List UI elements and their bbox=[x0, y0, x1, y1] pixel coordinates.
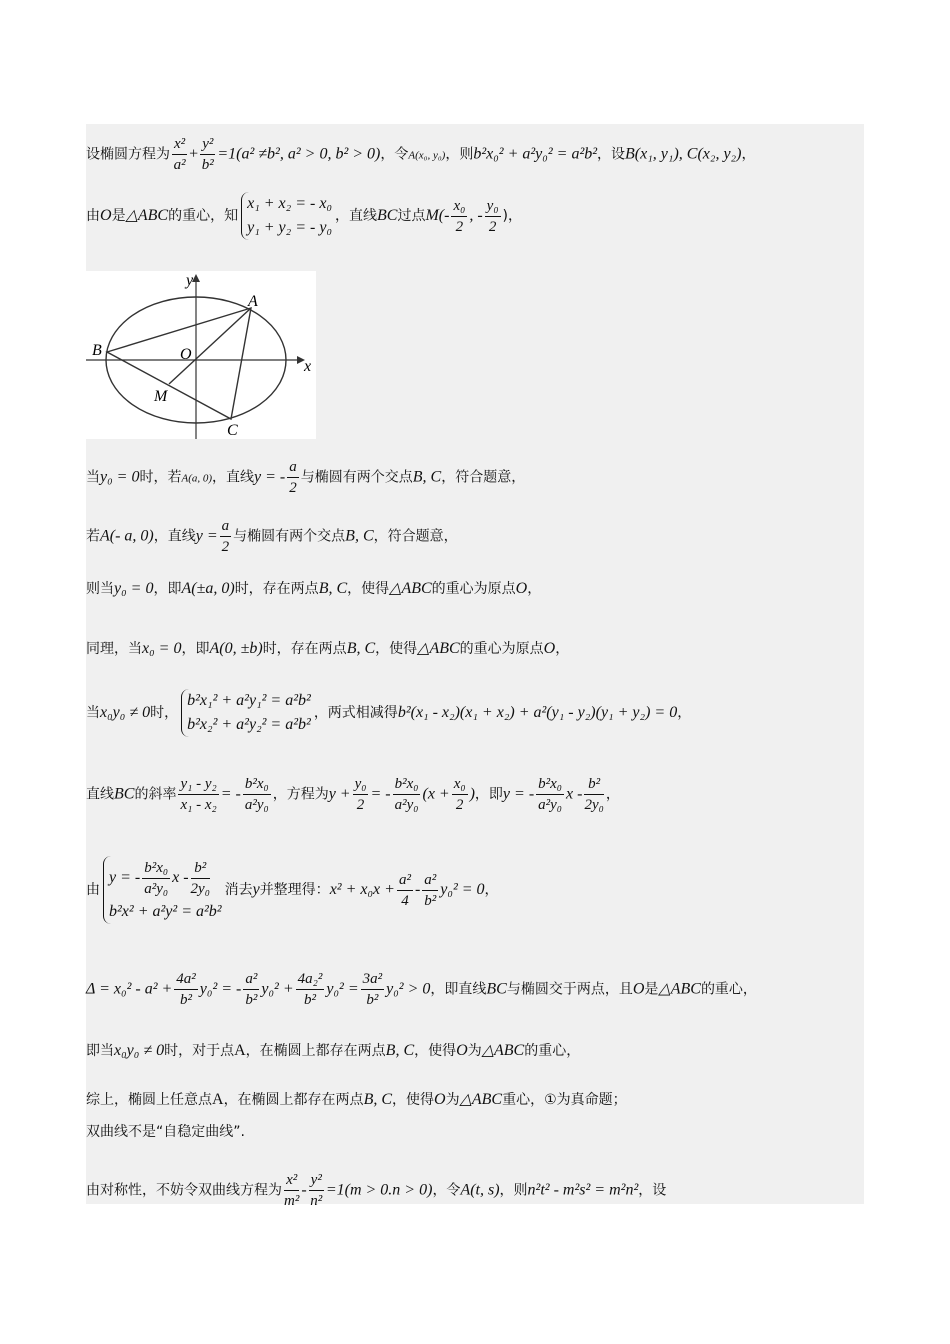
line-6: 同理，当x₀ = 0，即A(0, ±b)时，存在两点B, C，使得△ABC的重心为原点O， bbox=[86, 640, 570, 657]
label-m: M bbox=[154, 388, 168, 405]
line-5: 则当y₀ = 0，即A(±a, 0)时，存在两点B, C，使得△ABC的重心为原点O， bbox=[86, 580, 542, 597]
fraction: $\frac{\text{x₀}}{2}$ bbox=[453, 197, 466, 235]
equation-system: y = - $\frac{\text{b²x₀}}{\text{a²y₀}}$ x - $\frac{\text{b²}}{\text{2y₀}}$ b²x² + a²y² = a²b² bbox=[103, 856, 222, 924]
fraction: $\frac{\text{b²x₀}}{\text{a²y₀}}$ bbox=[538, 776, 563, 813]
fraction: $\frac{\text{y₀}}{2}$ bbox=[354, 776, 367, 813]
label-o: O bbox=[180, 346, 192, 363]
y-axis-arrow bbox=[192, 274, 200, 282]
line-4: 若A(- a, 0)，直线y = $\frac{a}{2}$ 与椭圆有两个交点B, C，符合题意， bbox=[86, 518, 458, 555]
fraction: $\frac{\text{b²}}{\text{2y₀}}$ bbox=[190, 859, 210, 897]
fraction: $\frac{a}{2}$ bbox=[289, 459, 297, 496]
line-13: 双曲线不是“自稳定曲线”. bbox=[86, 1124, 245, 1140]
line-14: 由对称性，不妨令双曲线方程为 $\frac{\text{x²}}{\text{m²}}$ - $\frac{\text{y²}}{\text{n²}}$ =1(m > 0.n > 0)，令A(t, s)，则n²t² - m²s² = m²n²，设 bbox=[86, 1172, 667, 1209]
ellipse-figure bbox=[86, 271, 316, 439]
math: B(x₁, y₁), C(x₂, y₂) bbox=[625, 145, 742, 163]
math: =1(a² ≠b², a² > 0, b² > 0) bbox=[217, 145, 381, 163]
fraction: $\frac{\text{b²x₀}}{\text{a²y₀}}$ bbox=[394, 776, 419, 813]
fraction: $\frac{\text{y₀}}{2}$ bbox=[486, 197, 499, 235]
label-c: C bbox=[227, 422, 238, 439]
fraction: $\frac{\text{x²}}{\text{a²}}$ bbox=[173, 136, 186, 173]
label-b: B bbox=[92, 342, 102, 359]
math: A(x₀, y₀) bbox=[408, 149, 446, 162]
line-8: 直线BC的斜率 $\frac{\text{y₁ - y₂}}{\text{x₁ - x₂}}$ = - $\frac{\text{b²x₀}}{\text{a²y₀}}$ ，方程为y + $\frac{\text{y₀}}{2}$ = - $\frac{\text{b²x₀}}{\text{a²y₀}}$ (x + $\frac{\text{x₀}}{2}$ )，即y = - $\frac{\text{b²x₀}}{\text{a²y₀}}$ x - $\frac{\text{b²}}{\text{2y₀}}$ ， bbox=[86, 776, 620, 813]
fraction: $\frac{\text{y²}}{\text{n²}}$ bbox=[310, 1172, 323, 1209]
fraction: $\frac{\text{a²}}{\text{b²}}$ bbox=[424, 871, 437, 909]
fraction: $\frac{\text{y²}}{\text{b²}}$ bbox=[201, 136, 214, 173]
ellipse-diagram bbox=[86, 271, 316, 439]
line-7: 当x₀y₀ ≠ 0时， b²x₁² + a²y₁² = a²b² b²x₂² + a²y₂² = a²b² ，两式相减得b²(x₁ - x₂)(x₁ + x₂) + a²(y₁ - y₂)(y₁ + y₂) = 0， bbox=[86, 689, 691, 737]
math: b²x₀² + a²y₀² = a²b² bbox=[473, 145, 598, 163]
fraction: $\frac{\text{x²}}{\text{m²}}$ bbox=[284, 1172, 300, 1209]
line-12: 综上，椭圆上任意点A，在椭圆上都存在两点B, C，使得O为△ABC重心，①为真命题； bbox=[86, 1091, 627, 1108]
fraction: $\frac{\text{b²}}{\text{2y₀}}$ bbox=[584, 776, 604, 813]
label-y: y bbox=[186, 272, 194, 289]
equation-system: x₁ + x₂ = - x₀ y₁ + y₂ = - y₀ bbox=[241, 192, 332, 240]
fraction: $\frac{\text{b²x₀}}{\text{a²y₀}}$ bbox=[144, 859, 169, 897]
line-10: Δ = x₀² - a² + $\frac{\text{4a²}}{\text{b²}}$ y₀² = - $\frac{\text{a²}}{\text{b²}}$ y₀² + $\frac{\text{4a₂²}}{\text{b²}}$ y₀² = $\frac{\text{3a²}}{\text{b²}}$ y₀² > 0，即直线BC与椭圆交于两点，且O是△ABC的重心， bbox=[86, 971, 757, 1008]
fraction: $\frac{\text{4a²}}{\text{b²}}$ bbox=[176, 971, 196, 1008]
fraction: $\frac{\text{b²x₀}}{\text{a²y₀}}$ bbox=[244, 776, 269, 813]
text: 设椭圆方程为 bbox=[86, 146, 170, 163]
fraction: $\frac{\text{x₀}}{2}$ bbox=[453, 776, 466, 813]
label-x: x bbox=[304, 358, 312, 375]
line-3: 当y₀ = 0时，若A(a, 0)，直线y = - $\frac{a}{2}$ 与椭圆有两个交点B, C，符合题意， bbox=[86, 459, 526, 496]
fraction: $\frac{\text{y₁ - y₂}}{\text{x₁ - x₂}}$ bbox=[180, 776, 217, 813]
fraction: $\frac{\text{4a₂²}}{\text{b²}}$ bbox=[297, 971, 323, 1008]
line-11: 即当x₀y₀ ≠ 0时，对于点A，在椭圆上都存在两点B, C，使得O为△ABC的重心， bbox=[86, 1042, 581, 1059]
fraction: $\frac{\text{a²}}{\text{b²}}$ bbox=[245, 971, 258, 1008]
line-9: 由 y = - $\frac{\text{b²x₀}}{\text{a²y₀}}$ x - $\frac{\text{b²}}{\text{2y₀}}$ b²x² + a²y² = a²b² 消去y并整理得：x² + x₀x + $\frac{\text{a²}}{4}$ - $\frac{\text{a²}}{\text{b²}}$ y₀² = 0， bbox=[86, 856, 499, 924]
line-1: 设椭圆方程为 $\frac{\text{x²}}{\text{a²}}$ + $\frac{\text{y²}}{\text{b²}}$ =1(a² ≠b², a² > 0, b² > 0)，令A(x₀, y₀)，则b²x₀² + a²y₀² = a²b²，设B(x₁, y₁), C(x₂, y₂)， bbox=[86, 136, 756, 173]
fraction: $\frac{\text{a²}}{4}$ bbox=[398, 871, 411, 909]
fraction: $\frac{\text{3a²}}{\text{b²}}$ bbox=[362, 971, 383, 1008]
line-2: 由O是△ABC的重心，知 x₁ + x₂ = - x₀ y₁ + y₂ = - y₀ ，直线BC过点M(- $\frac{\text{x₀}}{2}$ , - $\frac{\text{y₀}}{2}$ )， bbox=[86, 192, 522, 240]
fraction: $\frac{a}{2}$ bbox=[221, 518, 230, 555]
document-page bbox=[86, 124, 864, 1209]
label-a: A bbox=[248, 293, 258, 310]
equation-system: b²x₁² + a²y₁² = a²b² b²x₂² + a²y₂² = a²b² bbox=[181, 689, 311, 737]
